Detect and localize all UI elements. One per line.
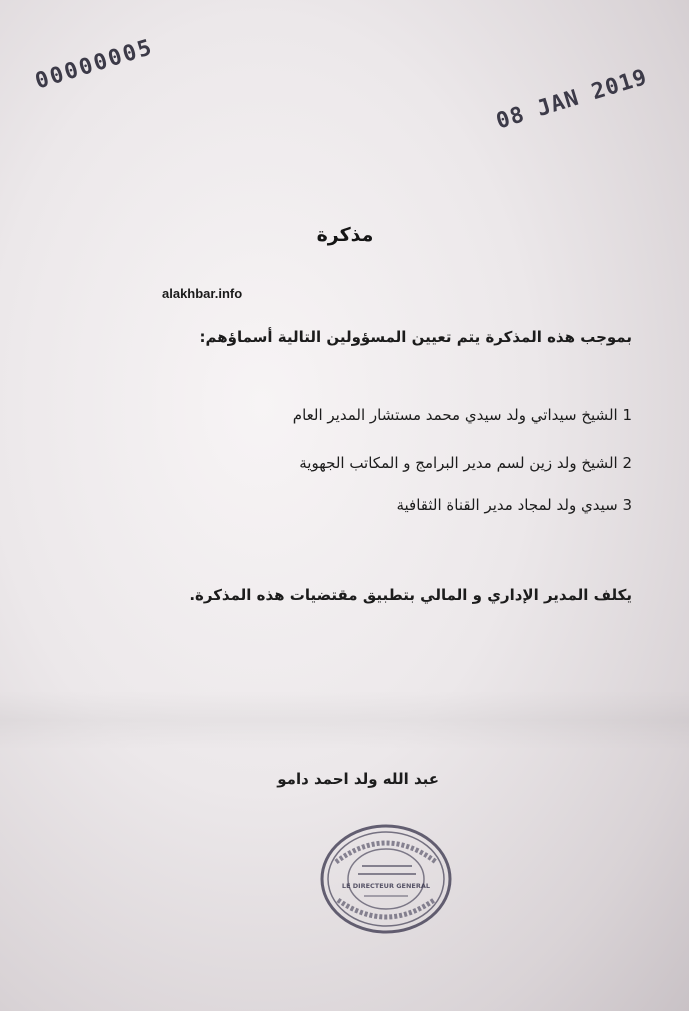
date-stamp: 08 JAN 2019 — [493, 64, 651, 135]
intro-paragraph: بموجب هذه المذكرة يتم تعيين المسؤولين التالية أسماؤهم: — [199, 328, 632, 346]
signatory-name: عبد الله ولد احمد دامو — [277, 770, 439, 788]
list-item: 3 سيدي ولد لمجاد مدير القناة الثقافية — [396, 496, 632, 514]
list-item: 2 الشيخ ولد زين لسم مدير البرامج و المكاتب الجهوية — [299, 454, 632, 472]
seal-text: LE DIRECTEUR GENERAL — [341, 882, 431, 890]
document-title: مذكرة — [316, 224, 374, 246]
closing-paragraph: يكلف المدير الإداري و المالي بتطبيق مقتضيات هذه المذكرة. — [189, 586, 632, 604]
registration-number-stamp: 00000005 — [32, 34, 157, 95]
watermark: alakhbar.info — [162, 286, 243, 301]
official-seal-icon — [318, 822, 454, 936]
paper-fold-shadow — [0, 690, 689, 750]
list-item: 1 الشيخ سيداتي ولد سيدي محمد مستشار المدير العام — [292, 406, 632, 424]
